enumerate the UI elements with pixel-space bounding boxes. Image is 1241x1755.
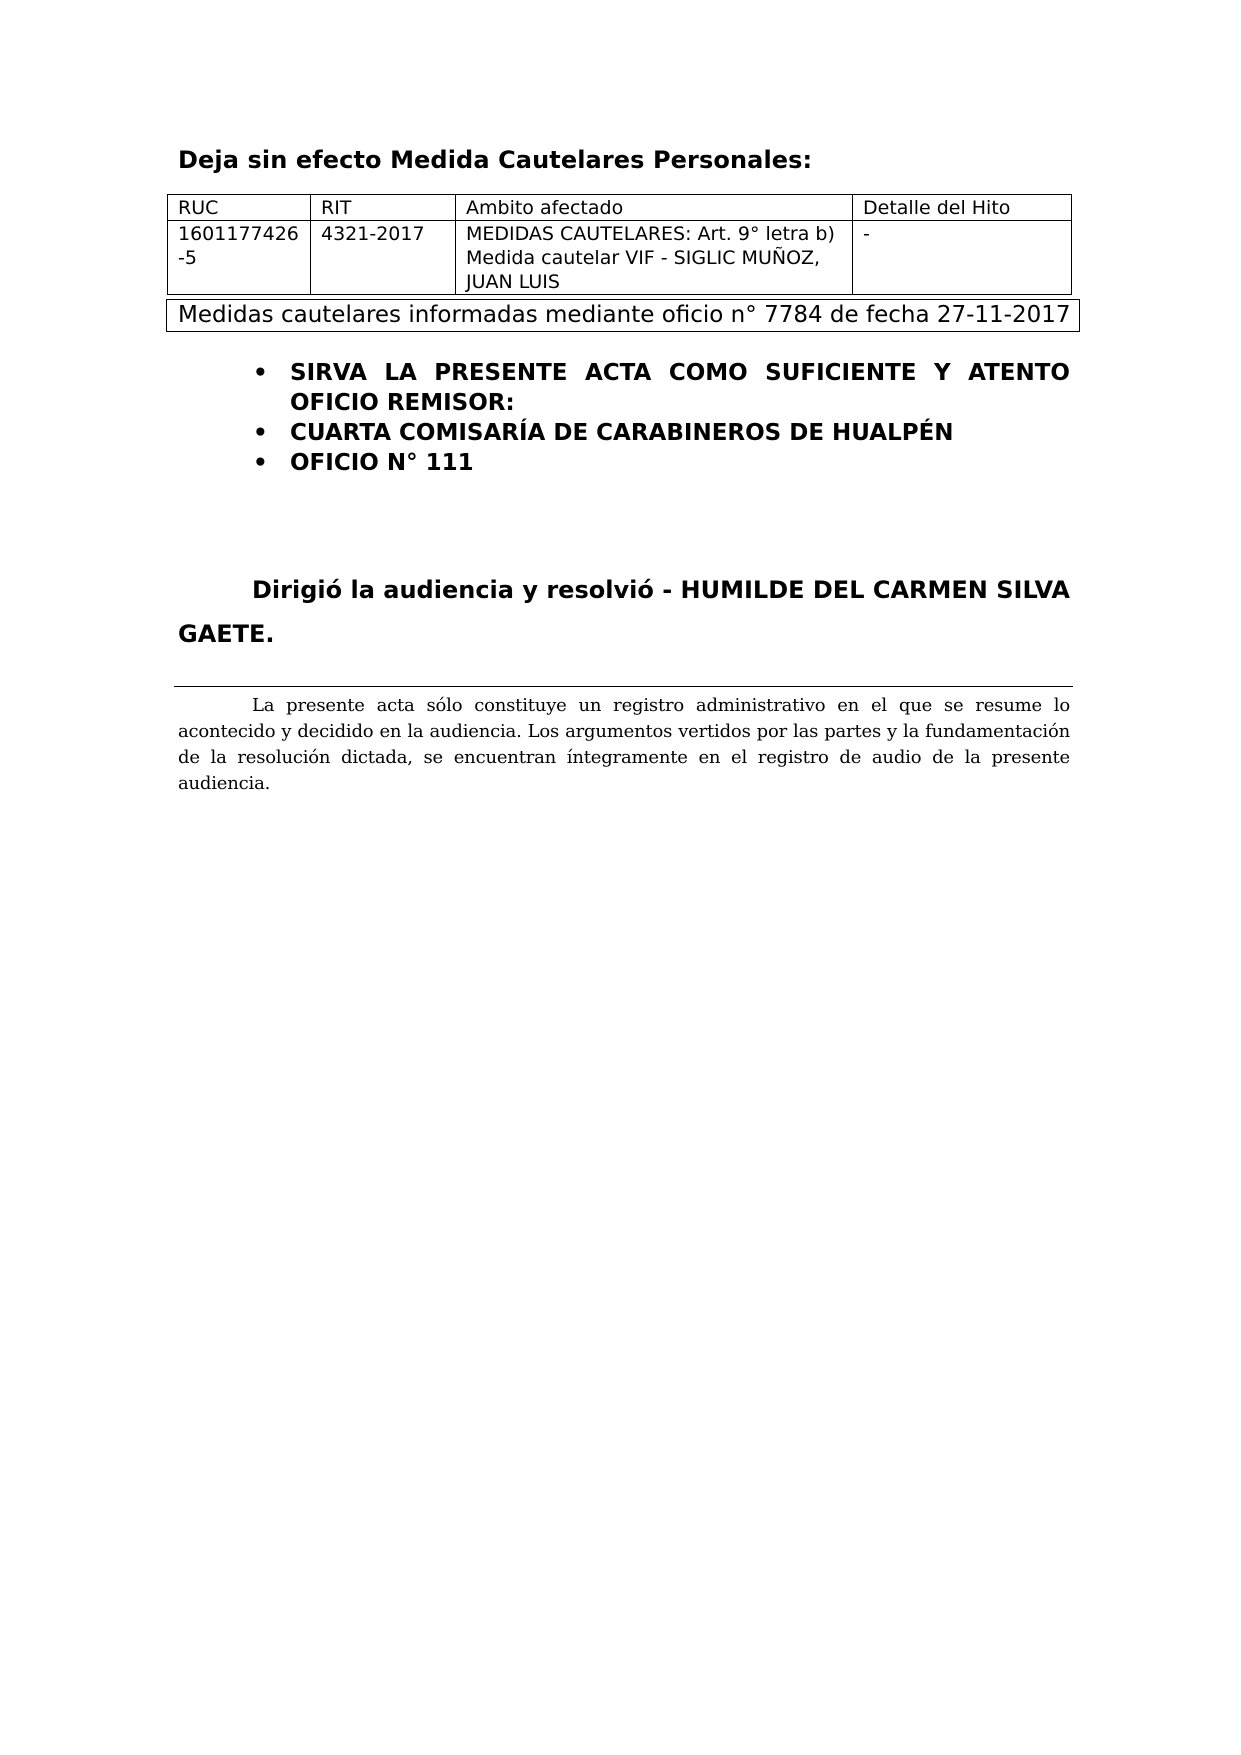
table-header-row — [168, 195, 1072, 221]
list-item-text: OFICIO N° 111 — [290, 450, 474, 476]
presiding-judge-statement — [178, 568, 1070, 656]
footnote: La presente acta sólo constituye un registro administrativo en el que se resume lo acontecido y decidido en la audiencia. Los argumentos vertidos por las partes y la fundamentación de la resolución dictada, se encuentran íntegramente en el registro de audio de la presente audiencia. — [178, 695, 1070, 794]
hito-table — [167, 194, 1072, 295]
medidas-note: Medidas cautelares informadas mediante oficio n° 7784 de fecha 27-11-2017 — [166, 299, 1080, 332]
list-item — [250, 418, 1070, 448]
list-item-text: SIRVA LA PRESENTE ACTA COMO SUFICIENTE Y ATENTO — [290, 360, 1070, 386]
column-header-detalle: Detalle del Hito — [853, 195, 1072, 221]
horizontal-divider — [174, 686, 1073, 687]
cell-rit: 4321-2017 — [311, 221, 456, 295]
cell-ruc: 1601177426-5 — [168, 221, 311, 295]
list-item-text-continued: OFICIO REMISOR: — [290, 390, 515, 416]
presiding-judge-line2: GAETE. — [178, 620, 275, 648]
list-item — [250, 448, 1070, 478]
bullet-icon: • — [253, 420, 268, 446]
bullet-icon: • — [253, 450, 268, 476]
cell-ambito: MEDIDAS CAUTELARES: Art. 9° letra b) Medida cautelar VIF - SIGLIC MUÑOZ, JUAN LUIS — [456, 221, 853, 295]
column-header-ambito: Ambito afectado — [456, 195, 853, 221]
list-item — [250, 358, 1070, 418]
list-item-text: CUARTA COMISARÍA DE CARABINEROS DE HUALPÉN — [290, 420, 954, 446]
bullet-icon: • — [253, 360, 268, 386]
section-title: Deja sin efecto Medida Cautelares Personales: — [178, 146, 813, 174]
column-header-rit: RIT — [311, 195, 456, 221]
bullet-list — [250, 358, 1070, 478]
table-row — [168, 221, 1072, 295]
column-header-ruc: RUC — [168, 195, 311, 221]
cell-detalle: - — [853, 221, 1072, 295]
presiding-judge-line1: Dirigió la audiencia y resolvió - HUMILDE DEL CARMEN SILVA — [252, 576, 1070, 604]
